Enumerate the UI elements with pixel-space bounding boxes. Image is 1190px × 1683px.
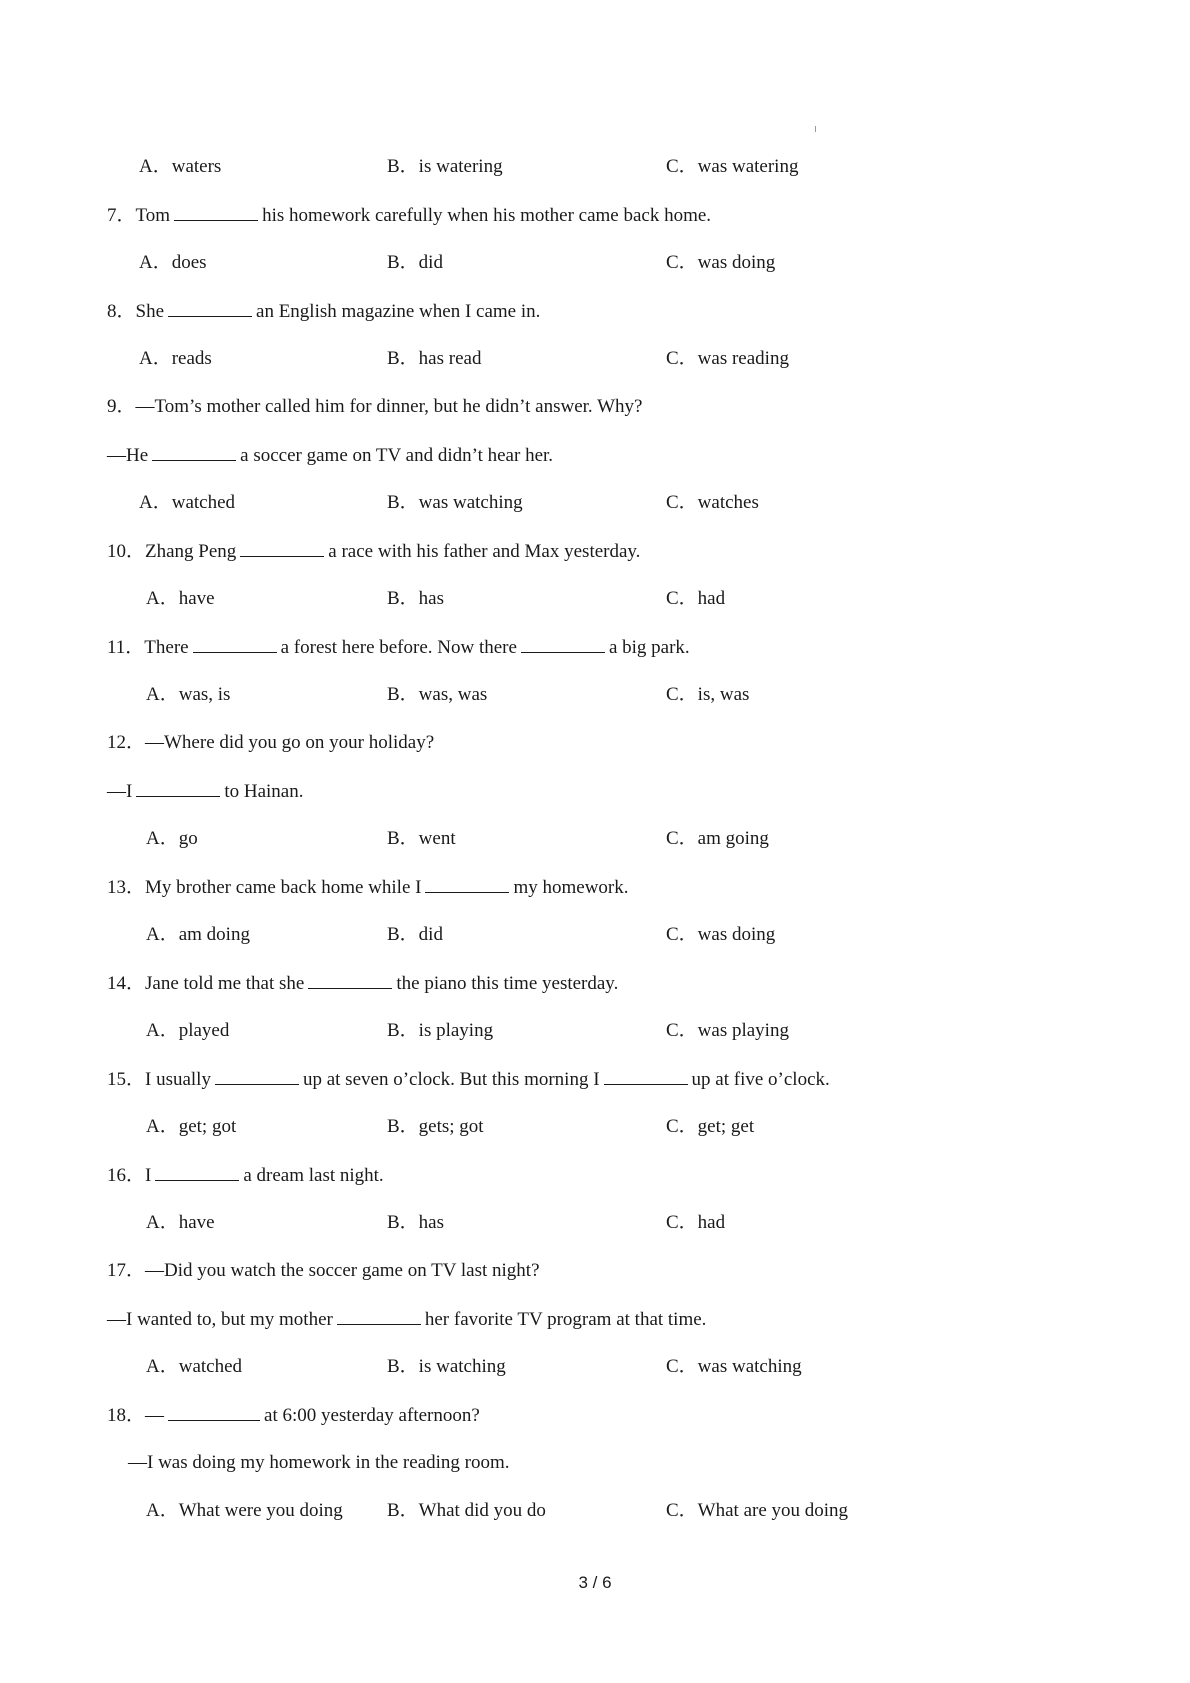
q10-question: 10．Zhang Peng a race with his father and Max yesterday.: [107, 538, 640, 565]
answer-blank: [240, 538, 324, 557]
q8-option-b: B．has read: [387, 348, 482, 369]
q9-option-a: A．watched: [139, 492, 236, 513]
answer-blank: [152, 442, 236, 461]
q13-option-b: B．did: [387, 924, 443, 945]
q12-question: 12．—Where did you go on your holiday?: [107, 732, 435, 753]
q14-option-a: A．played: [146, 1020, 230, 1041]
answer-blank: [308, 970, 392, 989]
answer-blank: [136, 778, 220, 797]
q16-option-b: B．has: [387, 1212, 445, 1233]
q16-question: 16．I a dream last night.: [107, 1162, 384, 1189]
q12-option-a: A．go: [146, 828, 198, 849]
answer-blank: [193, 634, 277, 653]
q14-question: 14．Jane told me that she the piano this time yesterday.: [107, 970, 618, 997]
q9-question: 9．—Tom’s mother called him for dinner, but he didn’t answer. Why?: [107, 396, 643, 417]
q7-option-c: C．was doing: [666, 252, 776, 273]
q13-option-a: A．am doing: [146, 924, 250, 945]
answer-blank: [521, 634, 605, 653]
q18-question: 18．— at 6:00 yesterday afternoon?: [107, 1402, 480, 1429]
answer-blank: [168, 1402, 260, 1421]
q9-option-b: B．was watching: [387, 492, 523, 513]
q17-option-a: A．watched: [146, 1356, 243, 1377]
answer-blank: [337, 1306, 421, 1325]
q13-option-c: C．was doing: [666, 924, 776, 945]
q13-question: 13．My brother came back home while I my homework.: [107, 874, 629, 901]
q12-option-b: B．went: [387, 828, 456, 849]
q6-option-b: B．is watering: [387, 156, 503, 177]
q9-response: —He a soccer game on TV and didn’t hear her.: [107, 442, 553, 469]
q11-option-b: B．was, was: [387, 684, 488, 705]
q15-question: 15．I usually up at seven o’clock. But this morning I up at five o’clock.: [107, 1066, 830, 1093]
q14-option-c: C．was playing: [666, 1020, 789, 1041]
q12-option-c: C．am going: [666, 828, 769, 849]
q8-question: 8．She an English magazine when I came in.: [107, 298, 540, 325]
q16-option-a: A．have: [146, 1212, 215, 1233]
q15-option-a: A．get; got: [146, 1116, 237, 1137]
stray-mark: [815, 126, 816, 132]
q9-option-c: C．watches: [666, 492, 759, 513]
q17-question: 17．—Did you watch the soccer game on TV last night?: [107, 1260, 540, 1281]
page-number: 3 / 6: [578, 1573, 612, 1592]
q14-option-b: B．is playing: [387, 1020, 494, 1041]
q15-option-b: B．gets; got: [387, 1116, 484, 1137]
q18-option-c: C．What are you doing: [666, 1500, 849, 1521]
q11-option-a: A．was, is: [146, 684, 231, 705]
q17-response: —I wanted to, but my mother her favorite TV program at that time.: [107, 1306, 706, 1333]
q7-question: 7．Tom his homework carefully when his mother came back home.: [107, 202, 711, 229]
q11-question: 11．There a forest here before. Now there a big park.: [107, 634, 690, 661]
q15-option-c: C．get; get: [666, 1116, 755, 1137]
answer-blank: [174, 202, 258, 221]
q7-option-a: A．does: [139, 252, 207, 273]
q11-option-c: C．is, was: [666, 684, 750, 705]
q12-response: —I to Hainan.: [107, 778, 303, 805]
q10-option-b: B．has: [387, 588, 445, 609]
answer-blank: [604, 1066, 688, 1085]
answer-blank: [168, 298, 252, 317]
q17-option-c: C．was watching: [666, 1356, 802, 1377]
answer-blank: [215, 1066, 299, 1085]
answer-blank: [425, 874, 509, 893]
q8-option-a: A．reads: [139, 348, 212, 369]
q18-response: —I was doing my homework in the reading room.: [128, 1452, 510, 1473]
q10-option-a: A．have: [146, 588, 215, 609]
q6-option-a: A．waters: [139, 156, 222, 177]
q7-option-b: B．did: [387, 252, 443, 273]
q6-option-c: C．was watering: [666, 156, 799, 177]
q8-option-c: C．was reading: [666, 348, 789, 369]
q10-option-c: C．had: [666, 588, 726, 609]
q18-option-b: B．What did you do: [387, 1500, 546, 1521]
answer-blank: [155, 1162, 239, 1181]
q17-option-b: B．is watching: [387, 1356, 506, 1377]
q16-option-c: C．had: [666, 1212, 726, 1233]
q18-option-a: A．What were you doing: [146, 1500, 343, 1521]
